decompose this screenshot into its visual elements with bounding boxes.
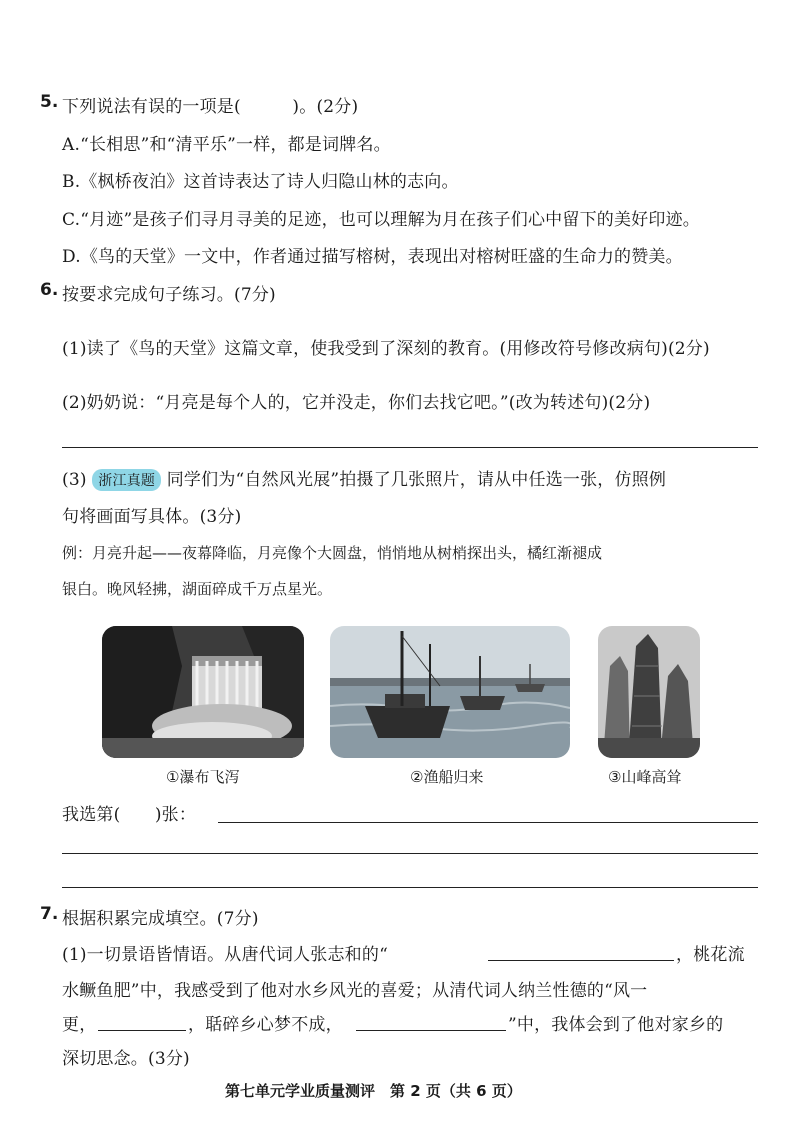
- q6-part3-text-a: 同学们为“自然风光展”拍摄了几张照片，请从中任选一张，仿照例: [166, 470, 667, 490]
- q6-part3-text-b: 句将画面写具体。(3分): [62, 507, 242, 527]
- mountain-peaks-photo: [598, 626, 700, 758]
- q7-line4: 深切思念。(3分): [62, 1049, 190, 1069]
- q5-option-d: D.《鸟的天堂》一文中，作者通过描写榕树，表现出对榕树旺盛的生命力的赞美。: [62, 247, 683, 267]
- q6-number: 6.: [40, 280, 59, 300]
- q7-line1a: (1)一切景语皆情语。从唐代词人张志和的“: [62, 945, 388, 965]
- caption-fishing-boats: ②渔船归来: [410, 768, 484, 786]
- q7-number: 7.: [40, 904, 59, 924]
- q7-blank-1[interactable]: [488, 960, 674, 961]
- choose-answer-line-2[interactable]: [62, 853, 758, 854]
- example-line-b: 银白。晚风轻拂，湖面碎成千万点星光。: [62, 580, 333, 598]
- q6-part1: (1)读了《鸟的天堂》这篇文章，使我受到了深刻的教育。(用修改符号修改病句)(2分): [62, 339, 710, 359]
- q6-part2: (2)奶奶说：“月亮是每个人的，它并没走，你们去找它吧。”(改为转述句)(2分): [62, 393, 651, 413]
- q7-line1b: ，桃花流: [676, 945, 745, 965]
- caption-mountain-peaks: ③山峰高耸: [608, 768, 682, 786]
- q7-line2: 水鳜鱼肥”中，我感受到了他对水乡风光的喜爱；从清代词人纳兰性德的“风一: [62, 981, 648, 1001]
- q5-number: 5.: [40, 92, 59, 112]
- example-line-a: 例：月亮升起——夜幕降临，月亮像个大圆盘，悄悄地从树梢探出头，橘红渐褪成: [62, 544, 603, 562]
- q6-part3-row: [62, 465, 666, 491]
- q7-blank-2[interactable]: [98, 1030, 186, 1031]
- q7-line3c: ”中，我体会到了他对家乡的: [508, 1015, 724, 1035]
- page-footer: 第七单元学业质量测评 第 2 页（共 6 页）: [225, 1082, 522, 1100]
- caption-waterfall: ①瀑布飞泻: [166, 768, 240, 786]
- choose-photo-prompt: 我选第( )张：: [62, 805, 197, 825]
- q6-part3-number: (3): [62, 470, 87, 490]
- waterfall-photo: [102, 626, 304, 758]
- q5-stem: 下列说法有误的一项是( )。(2分): [62, 97, 359, 117]
- choose-answer-line-1[interactable]: [218, 822, 758, 823]
- q7-blank-3[interactable]: [356, 1030, 506, 1031]
- q5-option-b: B.《枫桥夜泊》这首诗表达了诗人归隐山林的志向。: [62, 172, 459, 192]
- q5-option-a: A.“长相思”和“清平乐”一样，都是词牌名。: [62, 135, 391, 155]
- q7-line3b: ，聒碎乡心梦不成，: [188, 1015, 343, 1035]
- q5-option-c: C.“月迹”是孩子们寻月寻美的足迹，也可以理解为月在孩子们心中留下的美好印迹。: [62, 210, 700, 230]
- zhejiang-exam-tag: 浙江真题: [92, 469, 161, 491]
- choose-answer-line-3[interactable]: [62, 887, 758, 888]
- q7-stem: 根据积累完成填空。(7分): [62, 909, 259, 929]
- q6-part2-answer-line[interactable]: [62, 447, 758, 448]
- q6-stem: 按要求完成句子练习。(7分): [62, 285, 276, 305]
- fishing-boats-photo: [330, 626, 570, 758]
- q7-line3a: 更，: [62, 1015, 97, 1035]
